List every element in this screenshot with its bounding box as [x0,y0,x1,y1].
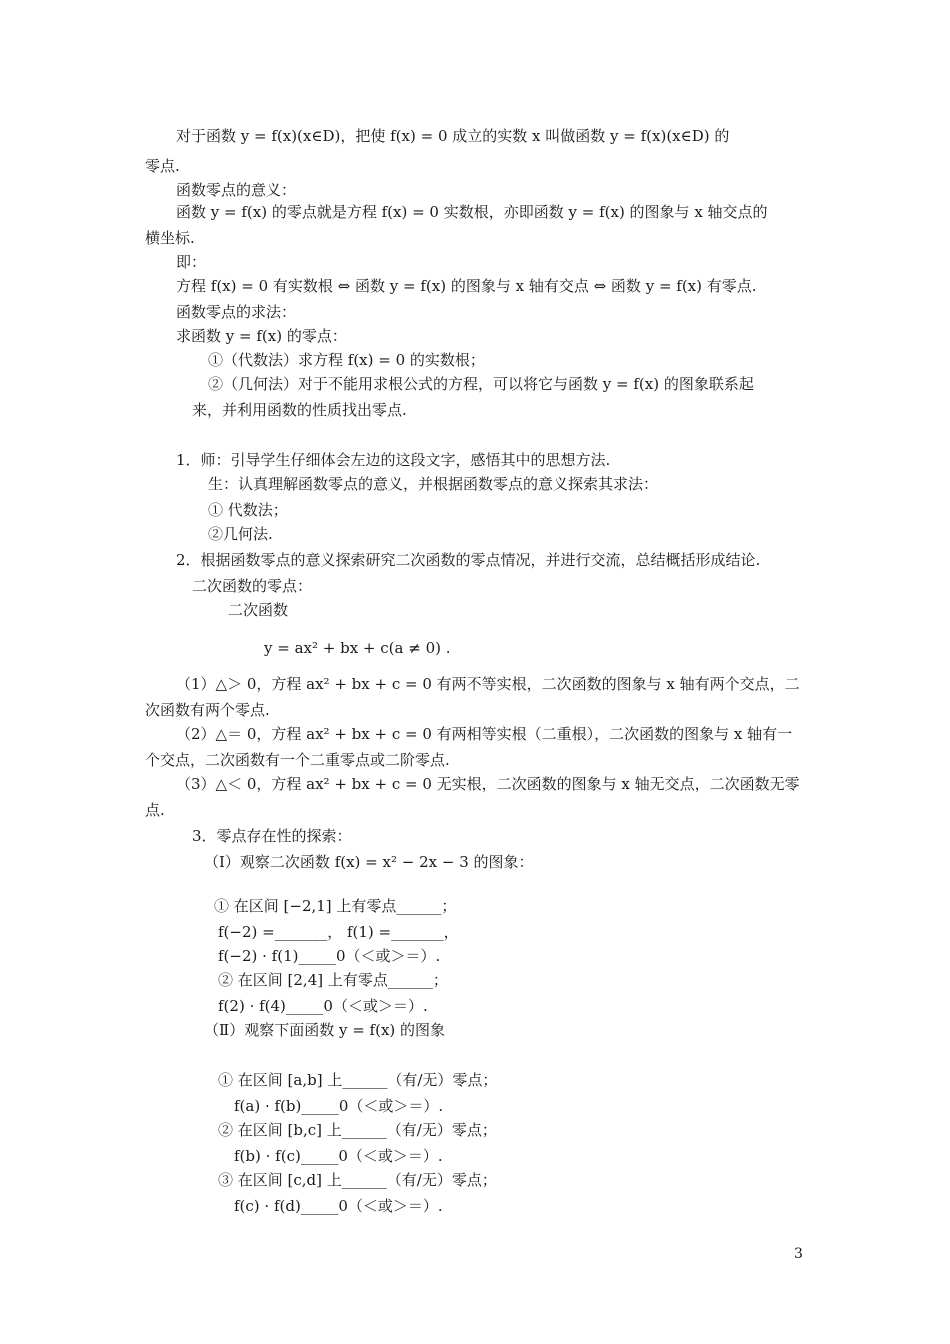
definition-line-1: 对于函数 y = f(x)(x∈D)，把使 f(x) = 0 成立的实数 x 叫做函数 y = f(x)(x∈D) 的 [176,127,730,145]
product-2-4: f(2) · f(4)_____0（＜或＞＝）. [218,997,428,1015]
step-2-line: 2．根据函数零点的意义探索研究二次函数的零点情况，并进行交流，总结概括形成结论. [176,551,761,569]
meaning-heading: 函数零点的意义： [176,181,297,199]
product-neg2-1: f(−2) · f(1)_____0（＜或＞＝）. [218,947,441,965]
method-intro: 求函数 y = f(x) 的零点： [176,327,347,345]
quadratic-formula: y = ax² + bx + c(a ≠ 0) . [264,639,451,657]
meaning-line-1: 函数 y = f(x) 的零点就是方程 f(x) = 0 实数根，亦即函数 y = f(x) 的图象与 x 轴交点的 [176,203,768,221]
observe-general: （Ⅱ）观察下面函数 y = f(x) 的图象 [204,1021,446,1039]
case-3-line-2: 点. [145,801,165,819]
interval-neg2-1: ① 在区间 [−2,1] 上有零点______； [214,897,457,915]
method-algebraic: ①（代数法）求方程 f(x) = 0 的实数根； [208,351,485,369]
step-1-student: 生：认真理解函数零点的意义，并根据函数零点的意义探索其求法： [208,475,659,493]
case-2-line-1: （2）△＝ 0，方程 ax² + bx + c = 0 有两相等实根（二重根），二次函数的图象与 x 轴有一 [176,725,793,743]
observe-quadratic: （Ⅰ）观察二次函数 f(x) = x² − 2x − 3 的图象： [204,853,534,871]
page-number: 3 [794,1246,803,1262]
meaning-line-2: 横坐标. [145,229,195,247]
quadratic-zero-heading: 二次函数的零点： [192,577,313,595]
step-1-algebraic: ① 代数法； [208,501,288,519]
step-3-heading: 3．零点存在性的探索： [192,827,352,845]
interval-b-c: ② 在区间 [b,c] 上______（有/无）零点； [218,1121,497,1139]
ie-label: 即： [176,253,207,271]
interval-2-4: ② 在区间 [2,4] 上有零点______； [218,971,448,989]
definition-line-2: 零点. [145,157,180,175]
case-3-line-1: （3）△＜ 0，方程 ax² + bx + c = 0 无实根，二次函数的图象与 x 轴无交点，二次函数无零 [176,775,800,793]
equivalence-line: 方程 f(x) = 0 有实数根 ⇔ 函数 y = f(x) 的图象与 x 轴有交点 ⇔ 函数 y = f(x) 有零点. [176,277,757,295]
method-geometric-1: ②（几何法）对于不能用求根公式的方程，可以将它与函数 y = f(x) 的图象联系起 [208,375,754,393]
product-c-d: f(c) · f(d)_____0（＜或＞＝）. [234,1197,443,1215]
case-1-line-1: （1）△＞ 0，方程 ax² + bx + c = 0 有两不等实根，二次函数的图象与 x 轴有两个交点，二 [176,675,800,693]
step-1-teacher: 1．师：引导学生仔细体会左边的这段文字，感悟其中的思想方法. [176,451,611,469]
case-1-line-2: 次函数有两个零点. [145,701,270,719]
product-a-b: f(a) · f(b)_____0（＜或＞＝）. [234,1097,444,1115]
interval-a-b: ① 在区间 [a,b] 上______（有/无）零点； [218,1071,498,1089]
values-neg2-1: f(−2) =_______， f(1) =_______， [218,923,459,941]
case-2-line-2: 个交点，二次函数有一个二重零点或二阶零点. [145,751,450,769]
interval-c-d: ③ 在区间 [c,d] 上______（有/无）零点； [218,1171,497,1189]
method-heading: 函数零点的求法： [176,303,297,321]
step-1-geometric: ②几何法. [208,525,273,543]
method-geometric-2: 来，并利用函数的性质找出零点. [192,401,407,419]
quadratic-function-label: 二次函数 [228,601,289,619]
product-b-c: f(b) · f(c)_____0（＜或＞＝）. [234,1147,443,1165]
